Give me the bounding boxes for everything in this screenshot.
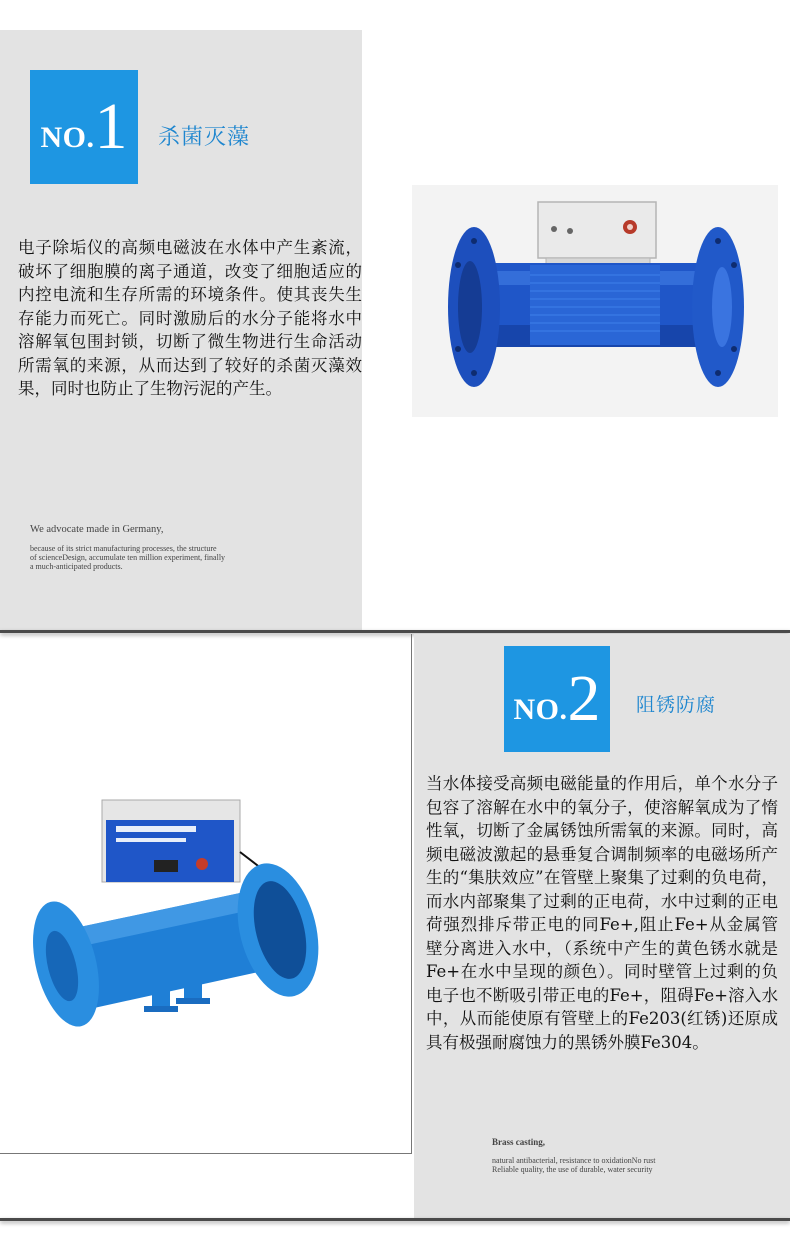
section1-number-badge bbox=[30, 70, 138, 184]
badge-no-label: NO. bbox=[40, 121, 95, 154]
section1-title: 杀菌灭藻 bbox=[158, 125, 251, 150]
section2-body: 当水体接受高频电磁能量的作用后，单个水分子包容了溶解在水中的氧分子，使溶解氧成为了惰性氧，切断了金属锈蚀所需氧的来源。同时，高频电磁波激起的悬垂复合调制频率的电磁场所产生的“集肤效应”在管壁上聚集了过剩的负电荷，而水内部聚集了过剩的正电荷，水中过剩的正电荷强烈排斥带正电的同Fe+,阻止Fe+从金属管壁分离进入水中，（系统中产生的黄色锈水就是Fe+在水中呈现的颜色）。同时壁管上过剩的负电子也不断吸引带正电的Fe+，阻碍Fe+溶入水中，从而能使原有管壁上的Fe203(红锈)还原成具有极强耐腐蚀力的黑锈外膜Fe304。 bbox=[426, 774, 778, 1052]
section1-divider bbox=[0, 630, 790, 633]
section1-english-line: a much-anticipated products. bbox=[30, 562, 123, 571]
section1-english-line: of scienceDesign, accumulate ten million experiment, finally bbox=[30, 553, 226, 562]
section1-english-line: because of its strict manufacturing processes, the structure bbox=[30, 544, 217, 553]
section1-english-line: We advocate made in Germany, bbox=[30, 524, 164, 535]
section2-divider bbox=[0, 1218, 790, 1221]
section2-english-line: Brass casting, bbox=[492, 1137, 546, 1147]
badge-no-label: NO. bbox=[513, 693, 568, 726]
section1-body: 电子除垢仪的高频电磁波在水体中产生紊流，破坏了细胞膜的离子通道，改变了细胞适应的内控电流和生存所需的环境条件。使其丧失生存能力而死亡。同时激励后的水分子能将水中溶解氧包围封锁，切断了微生物进行生命活动所需氧的来源，从而达到了较好的杀菌灭藻效果，同时也防止了生物污泥的产生。 bbox=[18, 238, 362, 398]
section2-number-badge bbox=[504, 646, 610, 752]
badge-number: 1 bbox=[94, 90, 128, 163]
section2-title: 阻锈防腐 bbox=[636, 694, 717, 716]
descaler-device-icon bbox=[412, 185, 778, 417]
descaler-device-image-1 bbox=[412, 185, 778, 417]
descaler-device-icon bbox=[4, 762, 350, 1048]
badge-number: 2 bbox=[567, 662, 601, 735]
section2-english-line: Reliable quality, the use of durable, water security bbox=[492, 1165, 653, 1174]
descaler-device-image-2 bbox=[4, 762, 350, 1048]
section2-english-line: natural antibacterial, resistance to oxidationNo rust bbox=[492, 1156, 656, 1165]
